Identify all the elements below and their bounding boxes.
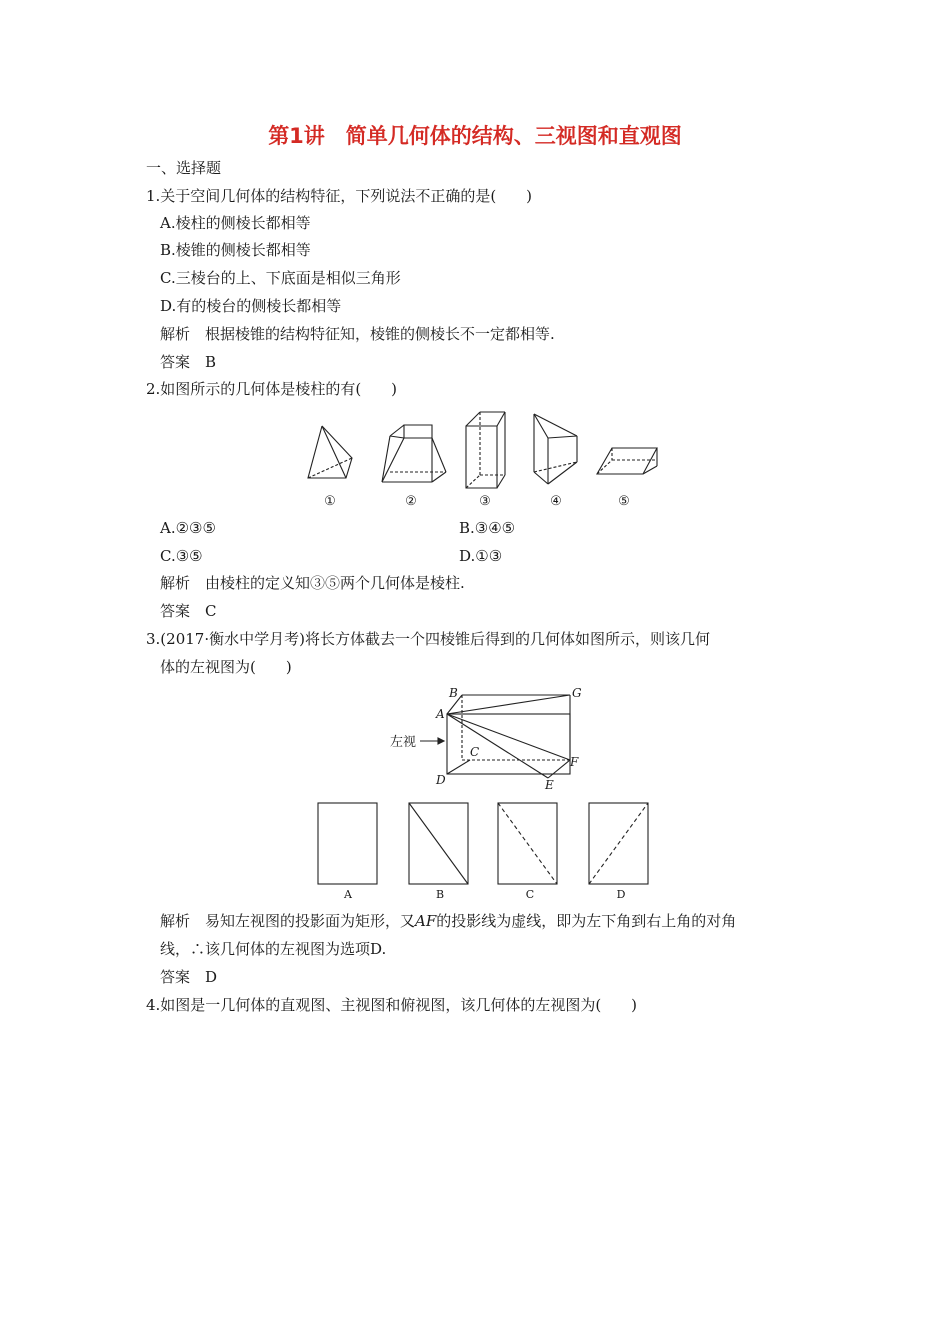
q3-analysis-text-b: 的投影线为虚线，即为左下角到右上角的对角 [436, 912, 737, 930]
q2-analysis: 解析 由棱柱的定义知③⑤两个几何体是棱柱. [160, 574, 465, 592]
choice-c-label: C [525, 888, 535, 901]
q1-analysis: 解析 根据棱锥的结构特征知，棱锥的侧棱长不一定都相等. [160, 325, 555, 343]
q3-analysis-text-a: 解析 易知左视图的投影面为矩形，又 [160, 912, 416, 930]
vertex-D: D [436, 773, 446, 787]
q1-option-a: A.棱柱的侧棱长都相等 [160, 214, 311, 232]
choice-a-label: A [344, 888, 352, 901]
q3-stem-line1: 3.(2017·衡水中学月考)将长方体截去一个四棱锥后得到的几何体如图所示，则该几何 [146, 630, 710, 648]
choice-d-label: D [616, 888, 626, 901]
q4-stem: 4.如图是一几何体的直观图、主视图和俯视图，该几何体的左视图为( ) [146, 996, 638, 1014]
solid-1-label: ① [324, 494, 336, 509]
vertex-G: G [572, 686, 582, 700]
solid-3-label: ③ [479, 494, 491, 509]
q1-option-c: C.三棱台的上、下底面是相似三角形 [160, 269, 401, 287]
solid-4-label: ④ [550, 494, 562, 509]
q2-option-b: B.③④⑤ [459, 519, 516, 537]
choice-b-label: B [435, 888, 445, 901]
q1-option-b: B.棱锥的侧棱长都相等 [160, 241, 311, 259]
vertex-B: B [449, 686, 458, 700]
q3-analysis-line1 [160, 911, 736, 931]
vertex-E: E [545, 778, 554, 792]
q2-option-d: D.①③ [459, 547, 503, 565]
q1-option-d: D.有的棱台的侧棱长都相等 [160, 297, 342, 315]
page-title: 第1讲 简单几何体的结构、三视图和直观图 [268, 124, 682, 148]
vertex-A: A [436, 707, 445, 721]
q2-answer: 答案 C [160, 602, 217, 620]
q2-stem: 2.如图所示的几何体是棱柱的有( ) [146, 380, 398, 398]
q1-stem: 1.关于空间几何体的结构特征，下列说法不正确的是( ) [146, 187, 533, 205]
q1-answer: 答案 B [160, 353, 217, 371]
solid-2-label: ② [405, 494, 417, 509]
vertex-C: C [470, 745, 480, 759]
section-heading: 一、选择题 [146, 159, 222, 177]
view-label: 左视 [390, 735, 417, 750]
q3-analysis-var: AF [415, 912, 437, 930]
q2-option-c: C.③⑤ [160, 547, 203, 565]
q3-stem-line2: 体的左视图为( ) [160, 658, 292, 676]
solid-5-label: ⑤ [618, 494, 630, 509]
q2-option-a: A.②③⑤ [160, 519, 216, 537]
choice-a-rect [318, 803, 377, 884]
q3-answer: 答案 D [160, 968, 218, 986]
vertex-F: F [570, 755, 579, 769]
q3-analysis-line2: 线，∴该几何体的左视图为选项D. [160, 940, 387, 958]
